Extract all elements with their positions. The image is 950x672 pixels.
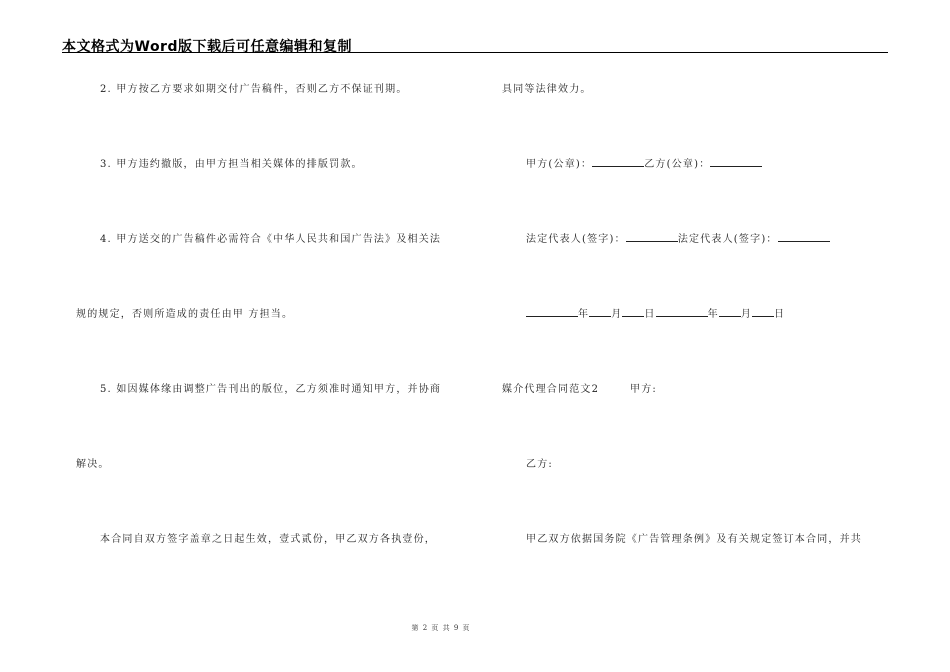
year-label-b: 年: [707, 309, 719, 320]
header-divider: [62, 52, 888, 53]
party-a-rep-label: 法定代表人(签字)：: [526, 234, 626, 245]
party-b-seal-label: 乙方(公章)：: [644, 159, 711, 170]
party-b-seal-blank: [710, 157, 762, 167]
seal-line: [526, 155, 762, 170]
clause-5: 5. 如因媒体缘由调整广告刊出的版位，乙方须准时通知甲方，并协商: [100, 384, 442, 395]
sample-title: 媒介代理合同范文2: [502, 384, 600, 395]
effective-clause-continued: 具同等法律效力。: [502, 84, 592, 95]
year-blank-b: [656, 307, 708, 317]
month-label-b: 月: [740, 309, 753, 320]
month-blank-a: [589, 307, 611, 317]
party-a-seal-blank: [592, 157, 644, 167]
day-blank-a: [622, 307, 644, 317]
clause-4-continued: 规的规定，否则所造成的责任由甲 方担当。: [76, 309, 294, 320]
date-line: [526, 305, 785, 320]
signature-line: [526, 230, 830, 245]
party-b-rep-label: 法定代表人(签字)：: [677, 234, 778, 245]
year-blank-a: [526, 307, 578, 317]
party-b-rep-blank: [778, 232, 830, 242]
party-a-label: 甲方:: [630, 384, 657, 395]
month-label-a: 月: [611, 309, 623, 320]
party-a-rep-blank: [626, 232, 678, 242]
party-b-label: 乙方:: [526, 459, 553, 470]
clause-4: 4. 甲方送交的广告稿件必需符合《中华人民共和国广告法》及相关法: [100, 234, 442, 245]
clause-2: 2. 甲方按乙方要求如期交付广告稿件，否则乙方不保证刊期。: [100, 84, 408, 95]
year-label-a: 年: [578, 309, 590, 320]
clause-3: 3. 甲方违约撤版，由甲方担当相关媒体的排版罚款。: [100, 159, 363, 170]
party-a-seal-label: 甲方(公章)：: [526, 159, 593, 170]
day-label-a: 日: [644, 309, 656, 320]
effective-clause: 本合同自双方签字盖章之日起生效，壹式贰份，甲乙双方各执壹份，: [100, 534, 436, 545]
clause-5-continued: 解决。: [76, 459, 110, 470]
month-blank-b: [719, 307, 741, 317]
document-header-title: 本文格式为Word版下载后可任意编辑和复制: [62, 39, 352, 55]
page-number: 第 2 页 共 9 页: [411, 624, 471, 632]
contract-intro: 甲乙双方依据国务院《广告管理条例》及有关规定签订本合同，并共: [526, 534, 862, 545]
day-blank-b: [752, 307, 774, 317]
day-label-b: 日: [774, 309, 786, 320]
